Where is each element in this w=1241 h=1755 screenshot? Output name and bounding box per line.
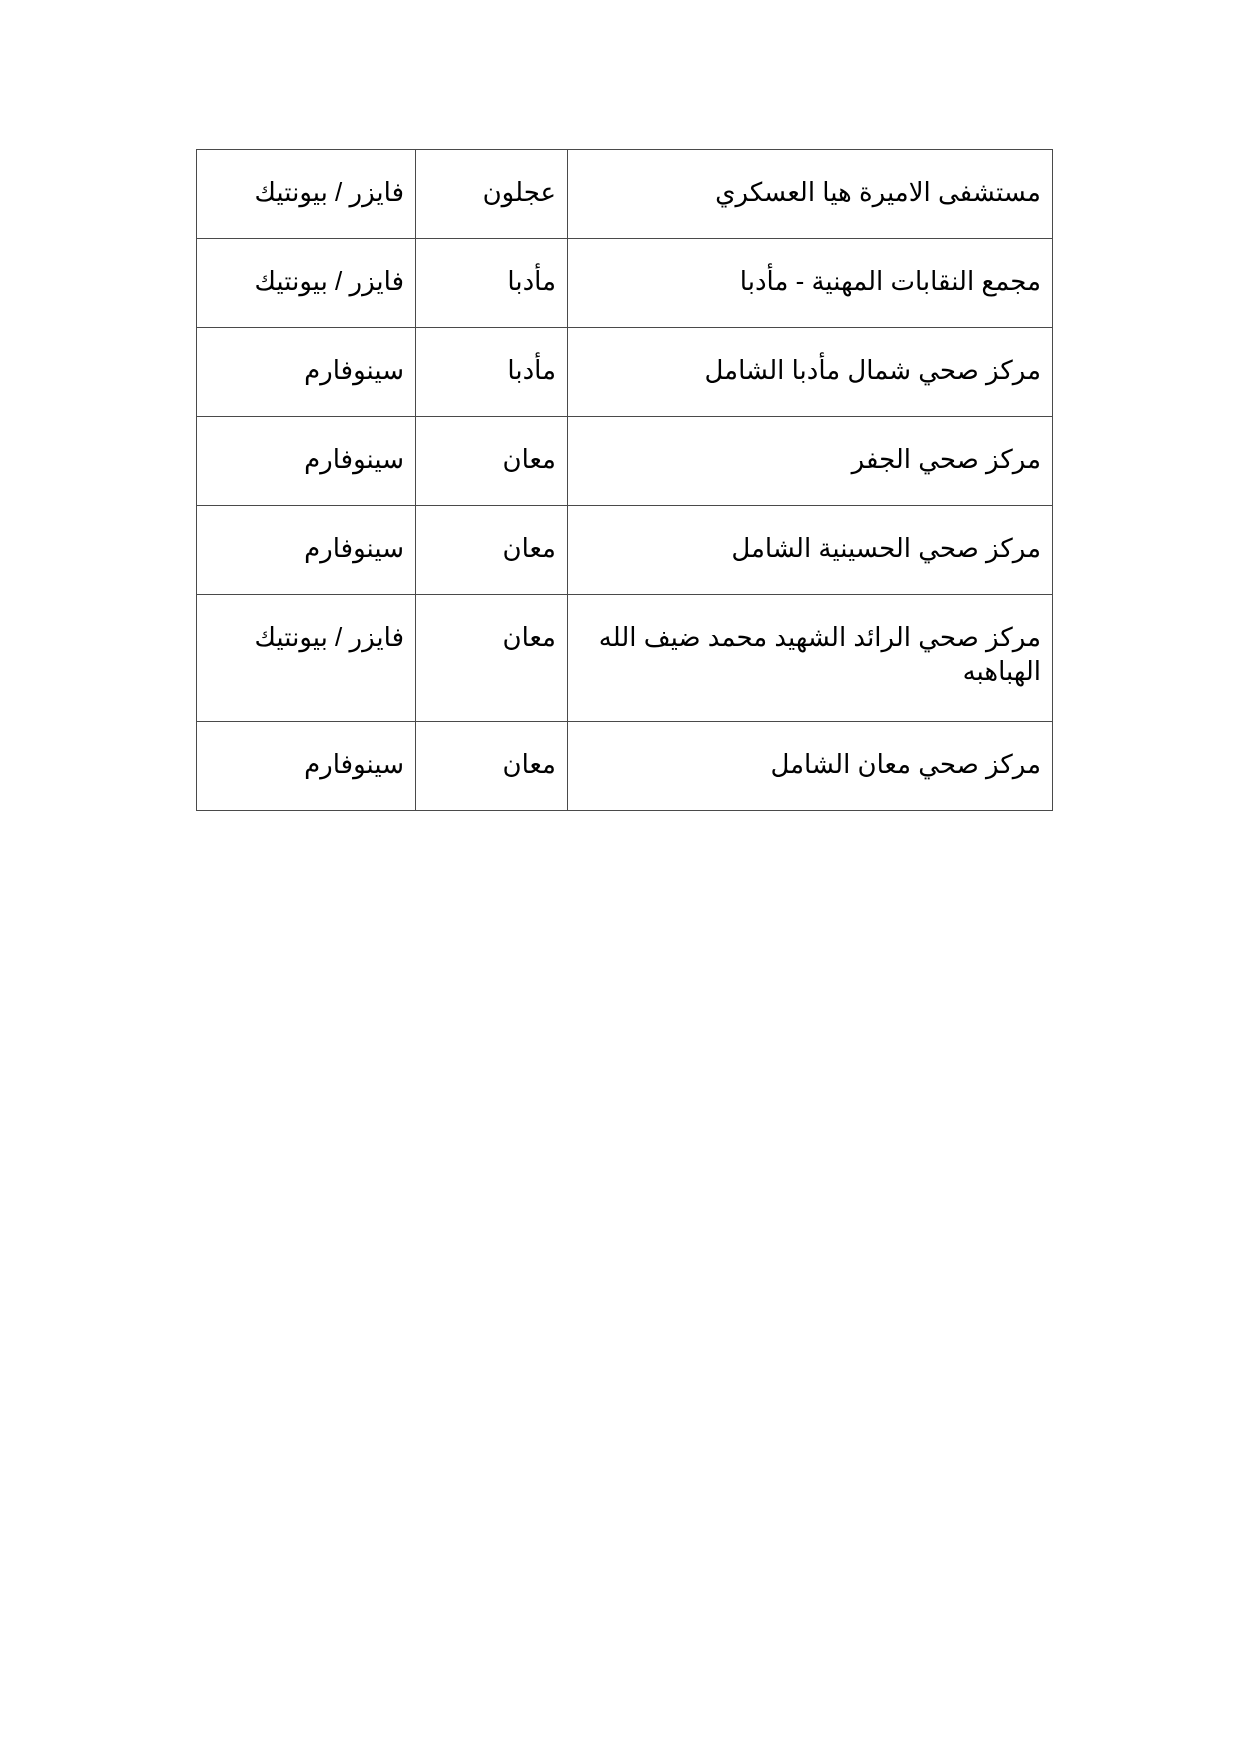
vaccination-sites-table: [196, 149, 1053, 811]
vaccine-cell: فايزر / بيونتيك: [197, 239, 416, 328]
site-name-cell: مركز صحي معان الشامل: [568, 722, 1053, 811]
city-cell: مأدبا: [416, 239, 568, 328]
site-name-cell: مركز صحي الجفر: [568, 417, 1053, 506]
table-row: [197, 722, 1053, 811]
table-row: [197, 595, 1053, 722]
vaccine-cell: سينوفارم: [197, 417, 416, 506]
table-row: [197, 328, 1053, 417]
vaccine-cell: فايزر / بيونتيك: [197, 150, 416, 239]
site-name-cell: مستشفى الاميرة هيا العسكري: [568, 150, 1053, 239]
table-row: [197, 150, 1053, 239]
site-name-cell: مركز صحي الرائد الشهيد محمد ضيف الله الهباهبه: [568, 595, 1053, 722]
table-row: [197, 239, 1053, 328]
table-row: [197, 417, 1053, 506]
site-name-cell: مركز صحي شمال مأدبا الشامل: [568, 328, 1053, 417]
city-cell: مأدبا: [416, 328, 568, 417]
vaccine-cell: سينوفارم: [197, 506, 416, 595]
city-cell: عجلون: [416, 150, 568, 239]
city-cell: معان: [416, 417, 568, 506]
site-name-cell: مجمع النقابات المهنية - مأدبا: [568, 239, 1053, 328]
vaccine-cell: فايزر / بيونتيك: [197, 595, 416, 722]
site-name-cell: مركز صحي الحسينية الشامل: [568, 506, 1053, 595]
table-row: [197, 506, 1053, 595]
city-cell: معان: [416, 595, 568, 722]
vaccine-cell: سينوفارم: [197, 328, 416, 417]
vaccine-cell: سينوفارم: [197, 722, 416, 811]
city-cell: معان: [416, 722, 568, 811]
city-cell: معان: [416, 506, 568, 595]
